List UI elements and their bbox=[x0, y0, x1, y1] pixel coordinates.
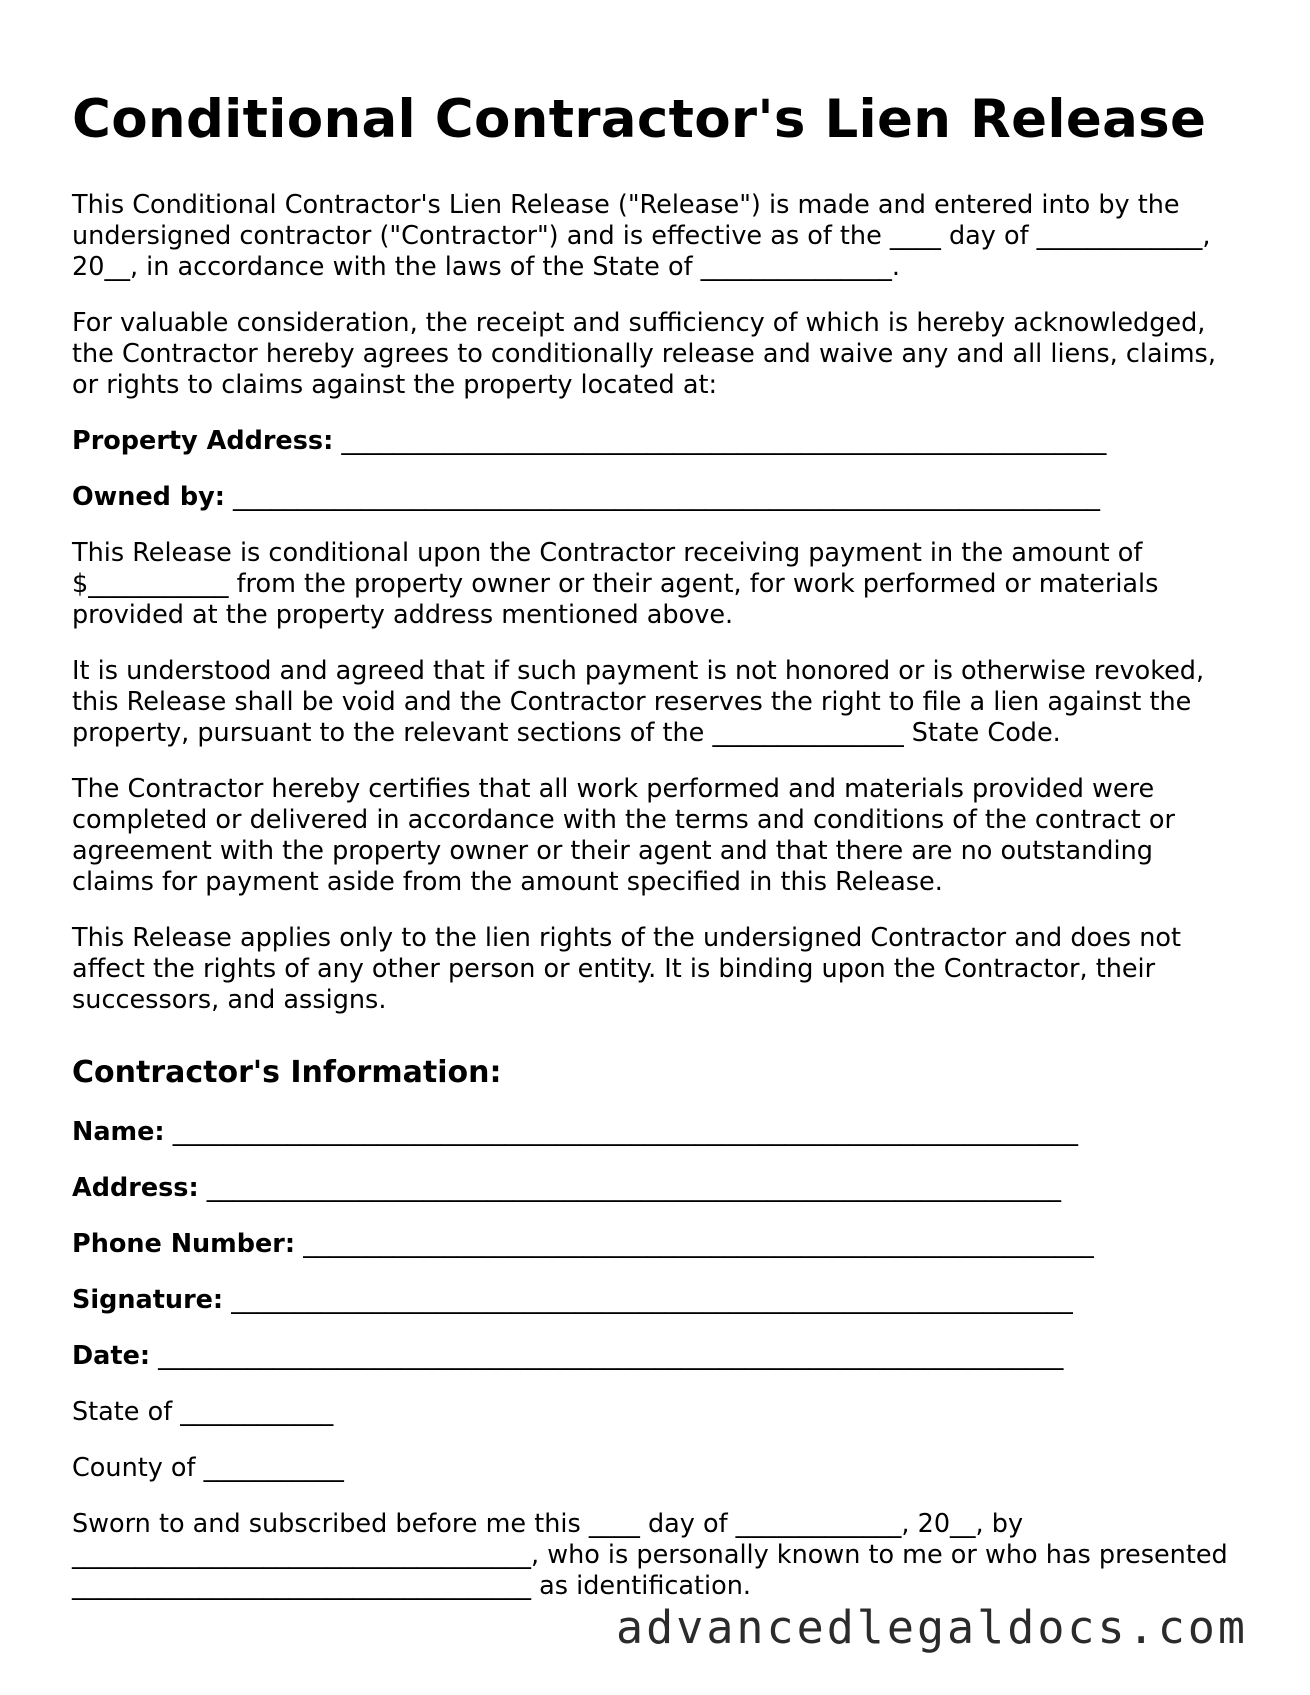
watermark-footer: advancedlegaldocs.com bbox=[616, 1601, 1248, 1654]
contractor-name-field[interactable] bbox=[72, 1117, 1242, 1148]
contractor-name-label: Name: bbox=[72, 1117, 165, 1147]
intro-paragraph: This Conditional Contractor's Lien Release ("Release") is made and entered into by the undersigned contractor ("Contractor") and is effective as of the ____ day of _____________, 20__, in accordance with the laws of the State of _______________. bbox=[72, 190, 1211, 282]
contractor-phone-blank[interactable]: ______________________________________________________________ bbox=[303, 1229, 1094, 1259]
owned-by-field[interactable] bbox=[72, 482, 1242, 513]
contractor-date-label: Date: bbox=[72, 1341, 151, 1371]
contractor-info-heading: Contractor's Information: bbox=[72, 1055, 502, 1090]
certification-paragraph: The Contractor hereby certifies that all work performed and materials provided were completed or delivered in accordance with the terms and conditions of the contract or agreement with the property owner or their agent and that there are no outstanding claims for payment aside from the amount specified in this Release. bbox=[72, 774, 1175, 897]
contractor-date-field[interactable] bbox=[72, 1341, 1242, 1372]
notary-state-line[interactable]: State of ____________ bbox=[72, 1397, 334, 1427]
contractor-address-field[interactable] bbox=[72, 1173, 1242, 1204]
property-address-field[interactable] bbox=[72, 426, 1242, 457]
contractor-signature-blank[interactable]: __________________________________________________________________ bbox=[231, 1285, 1073, 1315]
notary-sworn-paragraph[interactable]: Sworn to and subscribed before me this ____ day of _____________, 20__, by ____________________________________, who is personally known to me or who has presented ____________________________________ as identification. bbox=[72, 1509, 1228, 1601]
property-address-blank[interactable]: ____________________________________________________________ bbox=[341, 426, 1107, 456]
contractor-signature-field[interactable] bbox=[72, 1285, 1242, 1316]
void-clause-paragraph: It is understood and agreed that if such payment is not honored or is otherwise revoked, this Release shall be void and the Contractor reserves the right to file a lien against the property, pursuant to the relevant sections of the _______________ State Code. bbox=[72, 656, 1205, 748]
document-title: Conditional Contractor's Lien Release bbox=[72, 89, 1207, 150]
contractor-address-label: Address: bbox=[72, 1173, 199, 1203]
owned-by-blank[interactable]: ____________________________________________________________________ bbox=[233, 482, 1100, 512]
scope-paragraph: This Release applies only to the lien rights of the undersigned Contractor and does not affect the rights of any other person or entity. It is binding upon the Contractor, their successors, and assigns. bbox=[72, 923, 1181, 1015]
document-page bbox=[72, 88, 1242, 1627]
contractor-phone-field[interactable] bbox=[72, 1229, 1242, 1260]
owned-by-label: Owned by: bbox=[72, 482, 225, 512]
property-address-label: Property Address: bbox=[72, 426, 334, 456]
contractor-name-blank[interactable]: _______________________________________________________________________ bbox=[172, 1117, 1078, 1147]
payment-condition-paragraph: This Release is conditional upon the Contractor receiving payment in the amount of $___________ from the property owner or their agent, for work performed or materials provided at the property address mentioned above. bbox=[72, 538, 1159, 630]
notary-county-line[interactable]: County of ___________ bbox=[72, 1453, 344, 1483]
contractor-date-blank[interactable]: _______________________________________________________________________ bbox=[158, 1341, 1064, 1371]
consideration-paragraph: For valuable consideration, the receipt and sufficiency of which is hereby acknowledged, the Contractor hereby agrees to conditionally release and waive any and all liens, claims, or rights to claims against the property located at: bbox=[72, 308, 1216, 400]
contractor-phone-label: Phone Number: bbox=[72, 1229, 296, 1259]
contractor-address-blank[interactable]: ___________________________________________________________________ bbox=[206, 1173, 1062, 1203]
contractor-signature-label: Signature: bbox=[72, 1285, 224, 1315]
